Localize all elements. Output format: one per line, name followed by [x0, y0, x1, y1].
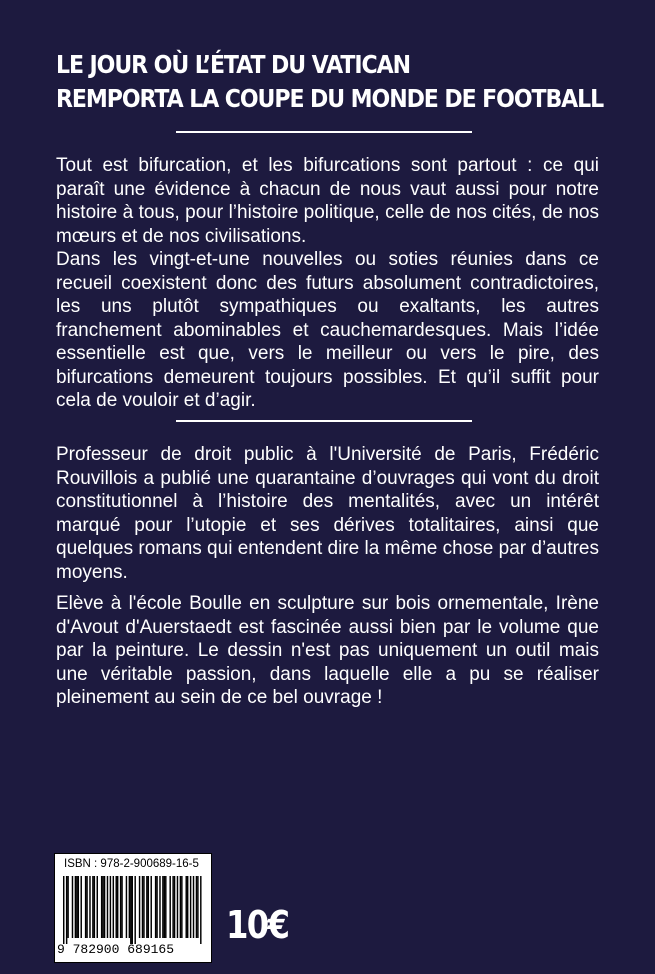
barcode-bar	[66, 876, 67, 944]
barcode-bar	[193, 876, 194, 938]
barcode-bar	[159, 876, 160, 938]
barcode-bar	[162, 876, 163, 938]
barcode-bar	[181, 876, 182, 938]
barcode-bar	[156, 876, 157, 938]
barcode-bar	[155, 876, 156, 938]
illustrator-bio	[56, 592, 599, 710]
summary-paragraph-2: Dans les vingt-et-une nouvelles ou soties réunies dans ce recueil coexistent donc des futurs absolument contradictoires, les uns plutôt sympathiques ou exaltants, les autres franchement abominables et cauchemardesques. Mais l’idée essentielle est que, vers le meilleur ou vers le pire, des bifurcations demeurent toujours possibles. Et qu’il suffit pour cela de vouloir et d’agir.	[56, 249, 599, 411]
barcode-bar	[165, 876, 166, 938]
barcode-bar	[180, 876, 181, 938]
barcode-bar	[89, 876, 90, 938]
barcode-bar	[110, 876, 111, 938]
author-bio-text: Professeur de droit public à l'Université de Paris, Frédéric Rouvillois a publié une quarantaine d’ouvrages qui vont du droit constitutionnel à l’histoire des mentalités, avec un intérêt marqué pour l’utopie et ses dérives totalitaires, ainsi que quelques romans qui entendent dire la même chose par d’autres moyens.	[56, 444, 599, 583]
barcode-bar	[148, 876, 149, 938]
barcode-bar	[101, 876, 102, 938]
barcode-bar	[81, 876, 82, 938]
barcode-bar	[113, 876, 114, 938]
barcode-bar	[146, 876, 147, 938]
barcode-bar	[72, 876, 73, 938]
barcode	[54, 853, 212, 963]
barcode-bar	[130, 876, 131, 944]
barcode-bar	[164, 876, 165, 938]
barcode-bar	[63, 876, 64, 944]
barcode-bar	[177, 876, 178, 938]
barcode-bar	[134, 876, 135, 944]
price: 10€	[226, 903, 289, 947]
barcode-bar	[200, 876, 201, 944]
barcode-bar	[102, 876, 103, 938]
barcode-bar	[85, 876, 86, 938]
barcode-bar	[76, 876, 77, 938]
barcode-bar	[86, 876, 87, 938]
barcode-bar	[196, 876, 197, 938]
barcode-bar	[187, 876, 188, 938]
barcode-bar	[197, 876, 198, 938]
barcode-bar	[97, 876, 98, 938]
book-title-line-2: REMPORTA LA COUPE DU MONDE DE FOOTBALL	[56, 84, 604, 113]
isbn-label: ISBN : 978-2-900689-16-5	[64, 858, 199, 870]
barcode-bar	[116, 876, 117, 938]
barcode-bar	[172, 876, 173, 938]
barcode-bar	[120, 876, 121, 938]
barcode-bars	[63, 876, 203, 944]
illustrator-bio-text: Elève à l'école Boulle en sculpture sur bois ornementale, Irène d'Avout d'Auerstaedt est fascinée aussi bien par le volume que par la peinture. Le dessin n'est pas uniquement un outil mais une véritable passion, dans laquelle elle a pu se réaliser pleinement au sein de ce bel ouvrage !	[56, 593, 599, 708]
barcode-bar	[104, 876, 105, 938]
book-title-line-1: LE JOUR OÙ L’ÉTAT DU VATICAN	[56, 50, 410, 79]
barcode-bar	[143, 876, 144, 938]
barcode-bar	[142, 876, 143, 938]
barcode-bar	[151, 876, 152, 938]
barcode-bar	[75, 876, 76, 938]
barcode-bar	[174, 876, 175, 938]
barcode-bar	[190, 876, 191, 938]
title-divider	[176, 131, 472, 133]
barcode-bar	[126, 876, 127, 938]
barcode-bar	[132, 876, 133, 944]
barcode-bar	[129, 876, 130, 938]
barcode-bar	[117, 876, 118, 938]
author-bio	[56, 443, 599, 584]
barcode-digits: 9 782900 689165	[57, 942, 175, 957]
summary-text	[56, 154, 599, 413]
barcode-bar	[169, 876, 170, 938]
summary-divider	[176, 420, 472, 422]
book-title	[56, 48, 616, 116]
barcode-bar	[92, 876, 93, 938]
barcode-bar	[107, 876, 108, 938]
barcode-bar	[186, 876, 187, 938]
barcode-bar	[67, 876, 68, 938]
barcode-bar	[121, 876, 122, 938]
summary-paragraph-1: Tout est bifurcation, et les bifurcations sont partout : ce qui paraît une évidence à chacun de nous vaut aussi pour notre histoire à tous, pour l’histoire politique, celle de nos cités, de nos mœurs et de nos civilisations.	[56, 155, 599, 247]
barcode-bar	[139, 876, 140, 938]
barcode-bar	[94, 876, 95, 938]
barcode-bar	[78, 876, 79, 938]
